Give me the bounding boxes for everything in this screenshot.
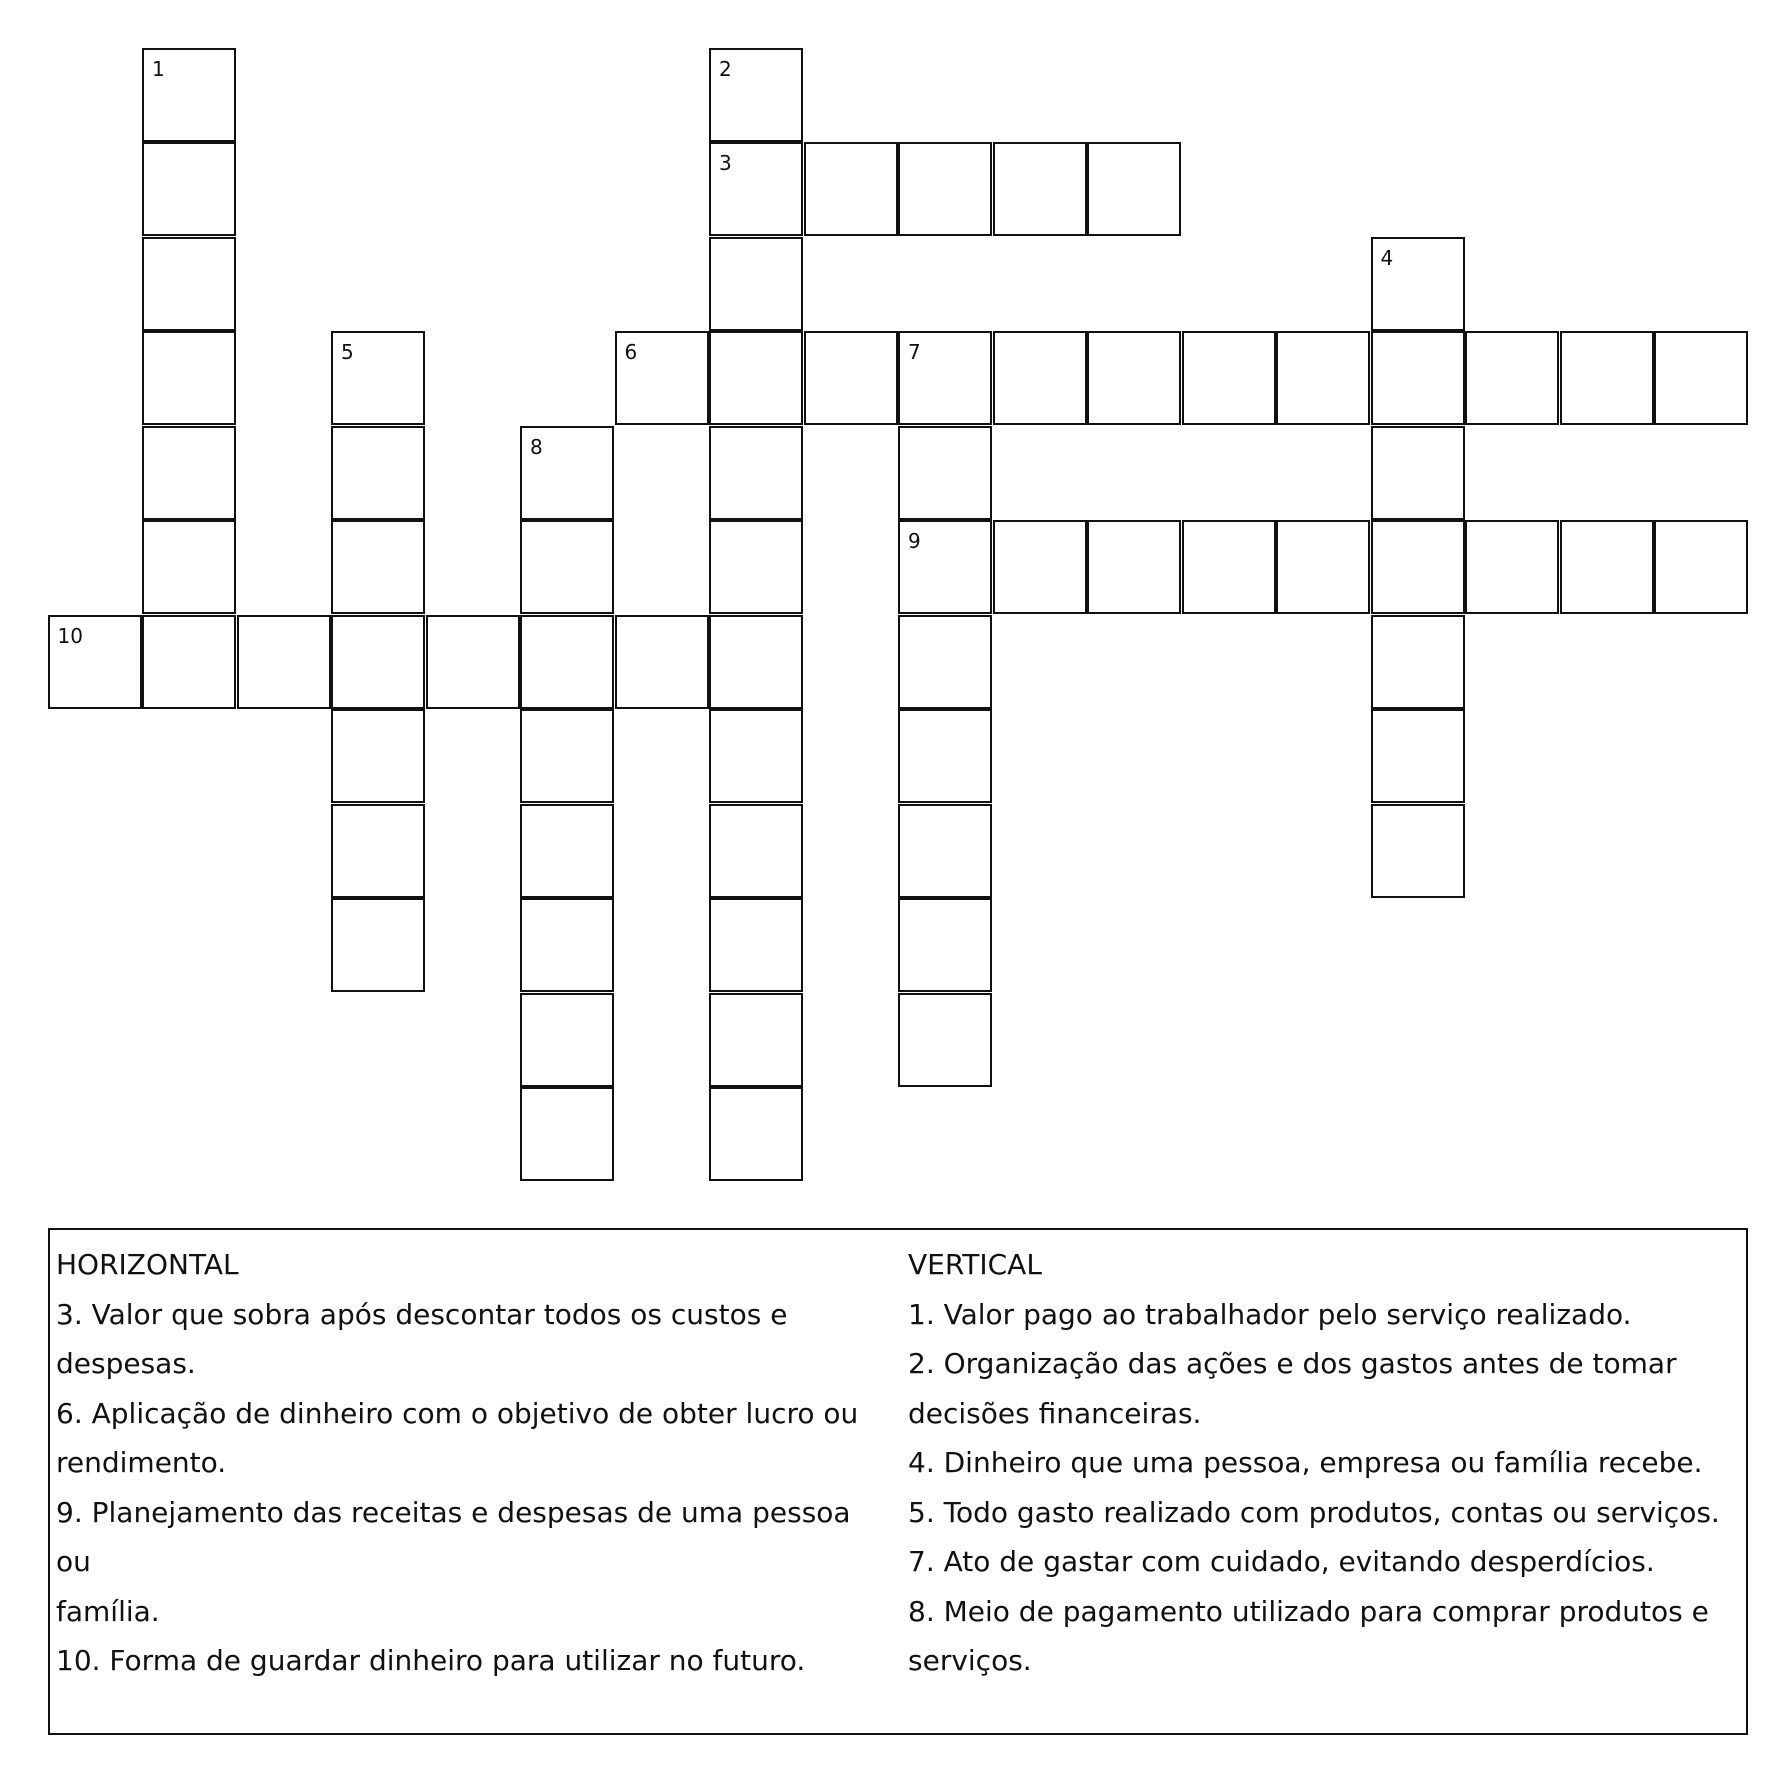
grid-cell[interactable] (1654, 331, 1748, 425)
grid-cell[interactable] (1371, 331, 1465, 425)
clue-line: 4. Dinheiro que uma pessoa, empresa ou família recebe. (908, 1446, 1703, 1479)
clues-box (48, 1228, 1748, 1735)
grid-cell[interactable] (1371, 709, 1465, 803)
grid-cell[interactable] (520, 615, 614, 709)
clue-line: família. (56, 1594, 160, 1628)
grid-cell[interactable] (709, 331, 803, 425)
grid-cell[interactable] (709, 804, 803, 898)
grid-cell[interactable] (1276, 331, 1370, 425)
clue-line: 9. Planejamento das receitas e despesas de uma pessoa ou (56, 1495, 851, 1578)
clue-line: 5. Todo gasto realizado com produtos, contas ou serviços. (908, 1495, 1720, 1529)
grid-cell[interactable] (1371, 804, 1465, 898)
clue-line: despesas. (56, 1347, 196, 1380)
clue-number: 5 (341, 340, 354, 364)
grid-cell[interactable] (898, 520, 992, 614)
grid-cell[interactable] (331, 804, 425, 898)
grid-cell[interactable] (1276, 520, 1370, 614)
grid-cell[interactable] (804, 331, 898, 425)
grid-cell[interactable] (142, 520, 236, 614)
grid-cell[interactable] (709, 237, 803, 331)
grid-cell[interactable] (331, 898, 425, 992)
clue-line: 3. Valor que sobra após descontar todos os custos e (56, 1297, 788, 1331)
clue-number: 2 (719, 56, 732, 81)
grid-cell[interactable] (142, 426, 236, 520)
grid-cell[interactable] (993, 142, 1087, 236)
grid-cell[interactable] (426, 615, 520, 709)
grid-cell[interactable] (898, 426, 992, 520)
grid-cell[interactable] (142, 142, 236, 236)
grid-cell[interactable] (1560, 520, 1654, 614)
grid-cell[interactable] (615, 615, 709, 709)
grid-cell[interactable] (331, 331, 425, 425)
grid-cell[interactable] (142, 615, 236, 709)
grid-cell[interactable] (615, 331, 709, 425)
grid-cell[interactable] (520, 1087, 614, 1181)
clue-line: 8. Meio de pagamento utilizado para comprar produtos e (908, 1594, 1709, 1628)
grid-cell[interactable] (1560, 331, 1654, 425)
grid-cell[interactable] (1087, 142, 1181, 236)
horizontal-clues (56, 1240, 876, 1686)
grid-cell[interactable] (1087, 520, 1181, 614)
grid-cell[interactable] (709, 898, 803, 992)
grid-cell[interactable] (709, 993, 803, 1087)
grid-cell[interactable] (993, 520, 1087, 614)
grid-cell[interactable] (331, 426, 425, 520)
clue-number: 8 (530, 434, 543, 459)
grid-cell[interactable] (709, 426, 803, 520)
clue-line: decisões financeiras. (908, 1396, 1202, 1430)
grid-cell[interactable] (520, 804, 614, 898)
horizontal-title: HORIZONTAL (56, 1248, 239, 1281)
grid-cell[interactable] (331, 520, 425, 614)
grid-cell[interactable] (142, 48, 236, 142)
grid-cell[interactable] (331, 615, 425, 709)
grid-cell[interactable] (142, 237, 236, 331)
grid-cell[interactable] (1371, 615, 1465, 709)
grid-cell[interactable] (898, 142, 992, 236)
grid-cell[interactable] (898, 993, 992, 1087)
grid-cell[interactable] (520, 426, 614, 520)
grid-cell[interactable] (520, 993, 614, 1087)
vertical-title: VERTICAL (908, 1248, 1042, 1281)
clue-line: 6. Aplicação de dinheiro com o objetivo de obter lucro ou (56, 1396, 859, 1430)
vertical-clues (908, 1240, 1738, 1686)
clue-number: 9 (908, 529, 921, 553)
grid-cell[interactable] (48, 615, 142, 709)
clue-number: 1 (152, 56, 165, 81)
grid-cell[interactable] (237, 615, 331, 709)
clue-number: 10 (57, 623, 83, 648)
grid-cell[interactable] (331, 709, 425, 803)
grid-cell[interactable] (898, 331, 992, 425)
grid-cell[interactable] (142, 331, 236, 425)
clue-line: 1. Valor pago ao trabalhador pelo serviço realizado. (908, 1297, 1632, 1331)
clue-line: 7. Ato de gastar com cuidado, evitando desperdícios. (908, 1545, 1655, 1578)
grid-cell[interactable] (520, 898, 614, 992)
grid-cell[interactable] (898, 615, 992, 709)
grid-cell[interactable] (898, 804, 992, 898)
grid-cell[interactable] (898, 898, 992, 992)
grid-cell[interactable] (1182, 520, 1276, 614)
grid-cell[interactable] (520, 520, 614, 614)
grid-cell[interactable] (709, 1087, 803, 1181)
grid-cell[interactable] (804, 142, 898, 236)
clue-line: rendimento. (56, 1446, 227, 1479)
clue-line: serviços. (908, 1644, 1032, 1677)
grid-cell[interactable] (709, 615, 803, 709)
grid-cell[interactable] (709, 520, 803, 614)
clue-number: 3 (719, 151, 732, 175)
clue-number: 4 (1380, 245, 1394, 270)
grid-cell[interactable] (1465, 331, 1559, 425)
clue-line: 10. Forma de guardar dinheiro para utilizar no futuro. (56, 1644, 806, 1677)
grid-cell[interactable] (1087, 331, 1181, 425)
grid-cell[interactable] (1182, 331, 1276, 425)
clue-number: 7 (908, 340, 921, 364)
grid-cell[interactable] (1371, 426, 1465, 520)
clue-number: 6 (624, 340, 638, 364)
grid-cell[interactable] (898, 709, 992, 803)
grid-cell[interactable] (709, 48, 803, 142)
grid-cell[interactable] (1654, 520, 1748, 614)
grid-cell[interactable] (520, 709, 614, 803)
grid-cell[interactable] (709, 709, 803, 803)
grid-cell[interactable] (1371, 237, 1465, 331)
clue-line: 2. Organização das ações e dos gastos antes de tomar (908, 1347, 1677, 1380)
grid-cell[interactable] (1465, 520, 1559, 614)
grid-cell[interactable] (1371, 520, 1465, 614)
grid-cell[interactable] (709, 142, 803, 236)
grid-cell[interactable] (993, 331, 1087, 425)
